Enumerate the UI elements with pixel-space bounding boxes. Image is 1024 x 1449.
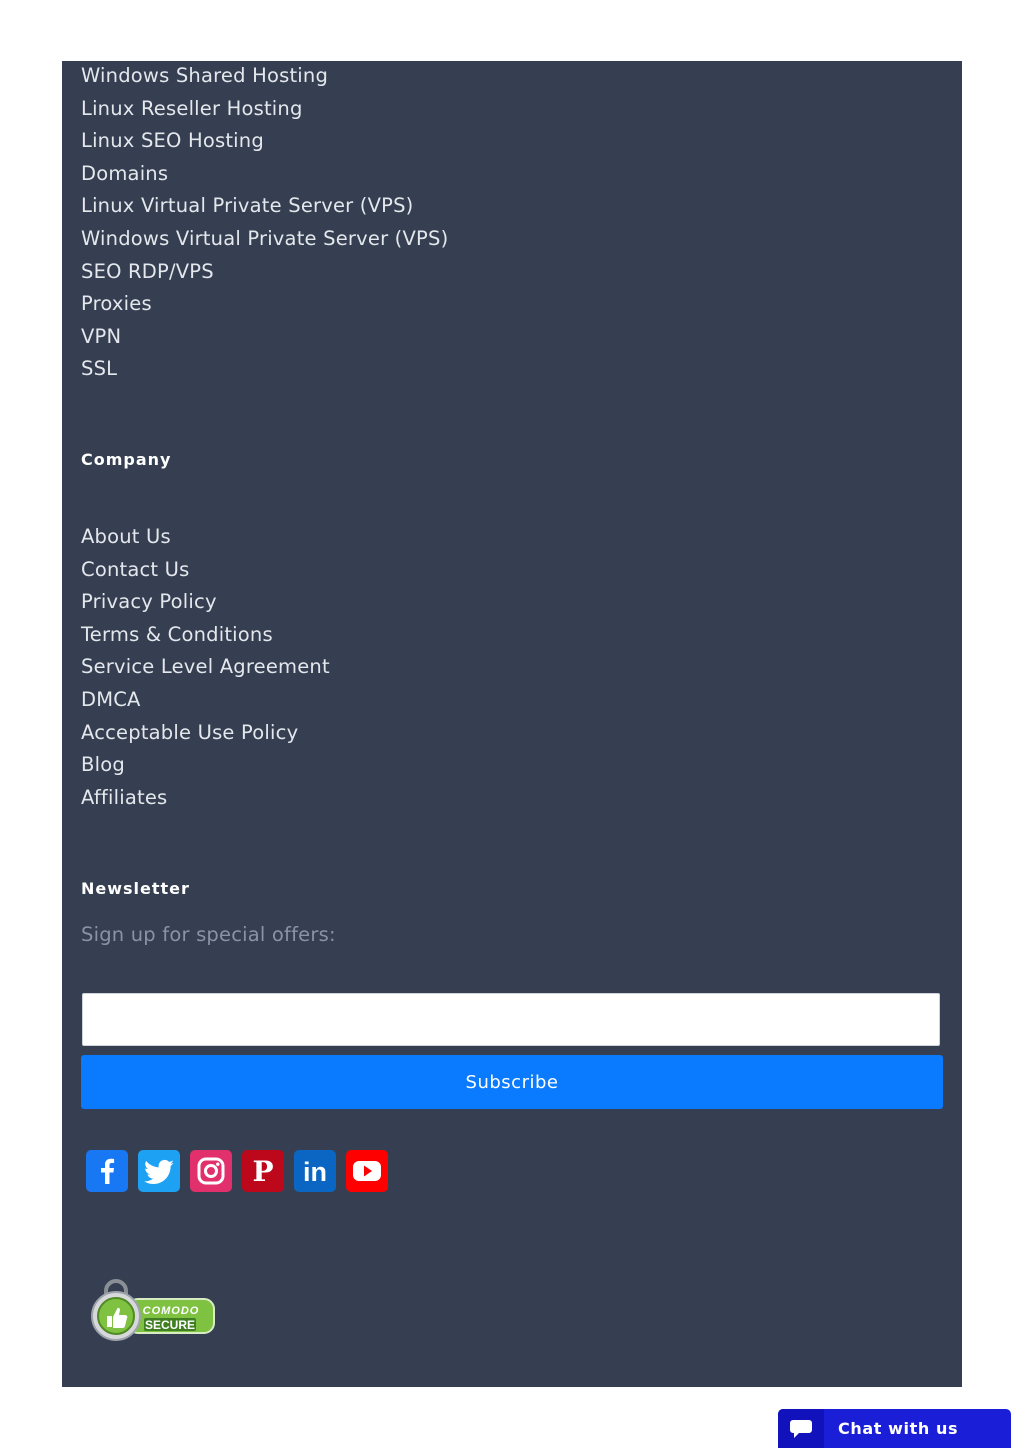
list-item — [81, 717, 330, 750]
footer-panel — [62, 61, 962, 1438]
newsletter-heading: Newsletter — [81, 879, 190, 898]
footer-link-ssl[interactable]: SSL — [81, 357, 118, 381]
twitter-icon[interactable] — [138, 1150, 180, 1192]
list-item — [81, 619, 330, 652]
list-item — [81, 353, 448, 386]
footer-link-windows-shared-hosting[interactable]: Windows Shared Hosting — [81, 64, 329, 87]
list-item — [81, 256, 448, 289]
youtube-icon[interactable] — [346, 1150, 388, 1192]
footer-link-vpn[interactable]: VPN — [81, 324, 122, 348]
footer-link-windows-vps[interactable]: Windows Virtual Private Server (VPS) — [81, 226, 449, 250]
footer-link-domains[interactable]: Domains — [81, 161, 169, 185]
list-item — [81, 521, 330, 554]
list-item — [81, 158, 448, 191]
chat-label: Chat with us — [838, 1419, 959, 1438]
list-item — [81, 288, 448, 321]
footer-link-affiliates[interactable]: Affiliates — [81, 785, 168, 809]
svg-text:P: P — [252, 1155, 274, 1188]
facebook-icon[interactable] — [86, 1150, 128, 1192]
footer-link-linux-seo-hosting[interactable]: Linux SEO Hosting — [81, 129, 264, 153]
list-item — [81, 586, 330, 619]
company-link-list — [81, 521, 330, 814]
list-item — [81, 223, 448, 256]
footer-link-linux-reseller-hosting[interactable]: Linux Reseller Hosting — [81, 96, 303, 120]
chat-bubble-icon — [778, 1409, 824, 1448]
company-heading: Company — [81, 450, 172, 469]
chat-widget-button[interactable] — [778, 1409, 1011, 1448]
footer-link-acceptable-use[interactable]: Acceptable Use Policy — [81, 720, 299, 744]
list-item — [81, 782, 330, 815]
svg-text:COMODO: COMODO — [142, 1305, 200, 1317]
list-item — [81, 554, 330, 587]
footer-link-seo-rdp-vps[interactable]: SEO RDP/VPS — [81, 259, 214, 283]
list-item — [81, 651, 330, 684]
footer-link-sla[interactable]: Service Level Agreement — [81, 655, 330, 679]
list-item — [81, 60, 448, 93]
list-item — [81, 125, 448, 158]
footer-link-terms-conditions[interactable]: Terms & Conditions — [81, 622, 273, 646]
comodo-secure-badge — [90, 1275, 216, 1347]
newsletter-description: Sign up for special offers: — [81, 923, 336, 946]
footer-link-contact-us[interactable]: Contact Us — [81, 557, 190, 581]
services-link-list — [81, 60, 448, 386]
list-item — [81, 684, 330, 717]
footer-link-dmca[interactable]: DMCA — [81, 687, 141, 711]
subscribe-button[interactable]: Subscribe — [81, 1055, 943, 1109]
footer-link-blog[interactable]: Blog — [81, 753, 125, 777]
footer-link-linux-vps[interactable]: Linux Virtual Private Server (VPS) — [81, 194, 414, 218]
svg-text:in: in — [303, 1157, 327, 1187]
svg-text:SECURE: SECURE — [144, 1318, 196, 1332]
newsletter-email-input[interactable] — [82, 993, 940, 1046]
list-item — [81, 749, 330, 782]
linkedin-icon[interactable] — [294, 1150, 336, 1192]
footer-link-about-us[interactable]: About Us — [81, 525, 171, 548]
list-item — [81, 190, 448, 223]
footer-link-proxies[interactable]: Proxies — [81, 292, 152, 316]
pinterest-icon[interactable] — [242, 1150, 284, 1192]
list-item — [81, 93, 448, 126]
footer-link-privacy-policy[interactable]: Privacy Policy — [81, 590, 217, 614]
list-item — [81, 321, 448, 354]
instagram-icon[interactable] — [190, 1150, 232, 1192]
